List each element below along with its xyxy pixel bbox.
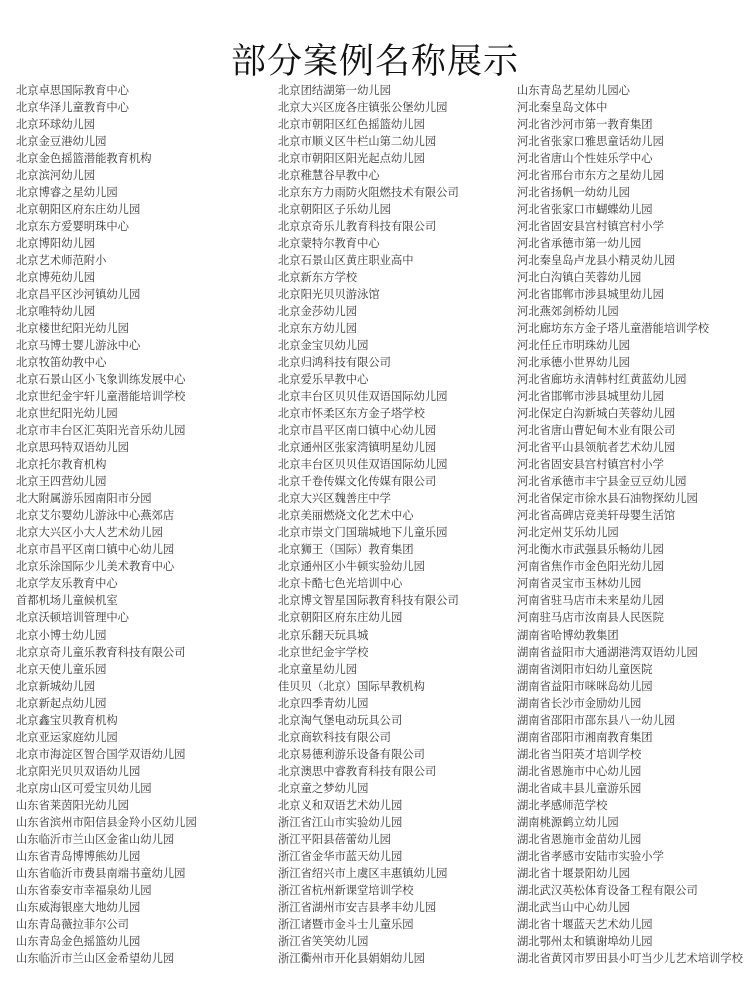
case-name-item: 北京金色摇篮潜能教育机构 — [16, 152, 152, 166]
case-name-item: 河北衡水市武强县乐畅幼儿园 — [517, 543, 664, 557]
case-name-item: 北京商软科技有限公司 — [278, 730, 391, 744]
case-list-column-3 — [517, 82, 743, 967]
case-name-item: 河北省高碑店竞美轩母婴生活馆 — [517, 509, 676, 523]
case-name-item: 北京博阳幼儿园 — [16, 237, 96, 251]
case-name-item: 河北省邯郸市涉县城里幼儿园 — [517, 390, 664, 404]
case-name-item: 北京世纪金宇学校 — [278, 645, 369, 659]
case-name-item: 北京沃顿培训管理中心 — [16, 611, 129, 625]
case-name-item: 北京归鸿科技有限公司 — [278, 356, 391, 370]
case-name-item: 湖北省十堰蓝天艺术幼儿园 — [517, 917, 653, 931]
case-name-item: 湖北武当山中心幼儿园 — [517, 900, 630, 914]
case-name-item: 山东临沂市兰山区金雀山幼儿园 — [16, 832, 175, 846]
case-name-item: 湖南省浏阳市妇幼儿童医院 — [517, 662, 653, 676]
case-name-item: 北京乐翻天玩具城 — [278, 628, 369, 642]
case-name-item: 北京房山区可爱宝贝幼儿园 — [16, 781, 152, 795]
case-name-item: 河北省承德市丰宁县金豆豆幼儿园 — [517, 475, 687, 489]
case-name-item: 湖北鄂州太和镇谢埠幼儿园 — [517, 934, 653, 948]
case-name-item: 北京马博士婴儿游泳中心 — [16, 339, 141, 353]
case-name-item: 北京童星幼儿园 — [278, 662, 358, 676]
page-title: 部分案例名称展示 — [230, 42, 519, 83]
case-name-item: 北京大兴区庞各庄镇张公堡幼儿园 — [278, 101, 448, 115]
case-list-column-1 — [16, 82, 197, 967]
case-name-item: 河北定州艾乐幼儿园 — [517, 526, 619, 540]
case-name-item: 北京乐涂国际少儿美术教育中心 — [16, 560, 175, 574]
case-name-item: 北京朝阳区府东庄幼儿园 — [16, 203, 141, 217]
case-name-item: 北京朝阳区子乐幼儿园 — [278, 203, 391, 217]
case-name-item: 北京通州区张家湾镇明星幼儿园 — [278, 441, 437, 455]
case-name-item: 河北省沙河市第一教育集团 — [517, 118, 653, 132]
case-name-item: 北京新起点幼儿园 — [16, 696, 107, 710]
case-name-item: 北京王四营幼儿园 — [16, 475, 107, 489]
case-name-item: 河南省灵宝市玉林幼儿园 — [517, 577, 642, 591]
case-name-item: 湖南省长沙市金励幼儿园 — [517, 696, 642, 710]
case-name-item: 湖北省恩施市中心幼儿园 — [517, 764, 642, 778]
case-name-item: 北京东方力雨防火阻燃技术有限公司 — [278, 186, 459, 200]
case-name-item: 北京亚运家庭幼儿园 — [16, 730, 118, 744]
case-name-item: 北京华泽儿童教育中心 — [16, 101, 129, 115]
case-name-item: 北京艺术师范附小 — [16, 254, 107, 268]
case-name-item: 北京市崇文门国瑞城地下儿童乐园 — [278, 526, 448, 540]
case-name-item: 佳贝贝（北京）国际早教机构 — [278, 679, 425, 693]
case-name-item: 湖北武汉英松体育设备工程有限公司 — [517, 883, 698, 897]
case-name-item: 湖北省咸丰县儿童游乐园 — [517, 781, 642, 795]
case-name-item: 北京市朝阳区红色摇篮幼儿园 — [278, 118, 425, 132]
case-name-item: 山东省莱茵阳光幼儿园 — [16, 798, 129, 812]
case-name-item: 北京狮王（国际）教育集团 — [278, 543, 414, 557]
case-name-item: 北京思玛特双语幼儿园 — [16, 441, 129, 455]
case-name-item: 湖北省十堰景阳幼儿园 — [517, 866, 630, 880]
case-name-item: 北京牧笛幼教中心 — [16, 356, 107, 370]
case-name-item: 北京市昌平区南口镇中心幼儿园 — [16, 543, 175, 557]
case-name-item: 湖南省益阳市咪咪岛幼儿园 — [517, 679, 653, 693]
case-name-item: 北京淘气堡电动玩具公司 — [278, 713, 403, 727]
case-name-item: 北京鑫宝贝教育机构 — [16, 713, 118, 727]
case-name-item: 河北保定白沟新城白芙蓉幼儿园 — [517, 407, 676, 421]
case-name-item: 北京朝阳区府东庄幼儿园 — [278, 611, 403, 625]
case-name-item: 北京京奇儿童乐教育科技有限公司 — [16, 645, 186, 659]
case-name-item: 河北省承德市第一幼儿园 — [517, 237, 642, 251]
case-name-item: 北京环球幼儿园 — [16, 118, 96, 132]
case-name-item: 山东青岛薇拉菲尔公司 — [16, 917, 129, 931]
case-name-item: 北京义和双语艺术幼儿园 — [278, 798, 403, 812]
case-name-item: 北大附属游乐园南阳市分园 — [16, 492, 152, 506]
case-name-item: 河北省平山县领航者艺术幼儿园 — [517, 441, 676, 455]
case-name-item: 北京新东方学校 — [278, 271, 358, 285]
case-name-item: 北京世纪阳光幼儿园 — [16, 407, 118, 421]
case-name-item: 北京博文智星国际教育科技有限公司 — [278, 594, 459, 608]
case-name-item: 北京市海淀区智合国学双语幼儿园 — [16, 747, 186, 761]
case-name-item: 北京易德利游乐设备有限公司 — [278, 747, 425, 761]
case-name-item: 河北秦皇岛卢龙县小精灵幼儿园 — [517, 254, 676, 268]
case-name-item: 山东青岛艺星幼儿园心 — [517, 84, 630, 97]
case-name-item: 湖北省恩施市金苗幼儿园 — [517, 832, 642, 846]
case-name-item: 北京市昌平区南口镇中心幼儿园 — [278, 424, 437, 438]
case-name-item: 北京爱乐早教中心 — [278, 373, 369, 387]
case-name-item: 湖南省邵阳市湘南教育集团 — [517, 730, 653, 744]
case-name-item: 河北省邢台市东方之星幼儿园 — [517, 169, 664, 183]
case-name-item: 北京金宝贝幼儿园 — [278, 339, 369, 353]
case-name-item: 河北省唐山个性娃乐学中心 — [517, 152, 653, 166]
case-name-item: 北京楼世纪阳光幼儿园 — [16, 322, 129, 336]
case-name-item: 北京学友乐教育中心 — [16, 577, 118, 591]
case-name-item: 山东省泰安市幸福泉幼儿园 — [16, 883, 152, 897]
case-name-item: 北京唯特幼儿园 — [16, 305, 96, 319]
case-name-item: 浙江省绍兴市上虞区丰惠镇幼儿园 — [278, 866, 448, 880]
case-name-item: 湖北省当阳英才培训学校 — [517, 747, 642, 761]
case-name-item: 北京市丰台区汇英阳光音乐幼儿园 — [16, 424, 186, 438]
case-name-item: 北京市顺义区牛栏山第二幼儿园 — [278, 135, 437, 149]
case-name-item: 北京金豆港幼儿园 — [16, 135, 107, 149]
case-name-item: 北京小博士幼儿园 — [16, 628, 107, 642]
case-name-item: 山东临沂市兰山区金希望幼儿园 — [16, 951, 175, 965]
case-name-item: 北京稚慧谷早教中心 — [278, 169, 380, 183]
case-name-item: 湖南省哈博幼教集团 — [517, 628, 619, 642]
case-name-item: 北京澳思中睿教育科技有限公司 — [278, 764, 437, 778]
case-name-item: 北京托尔教育机构 — [16, 458, 107, 472]
case-name-item: 北京京奇乐儿教育科技有限公司 — [278, 220, 437, 234]
case-name-item: 北京石景山区小飞象训练发展中心 — [16, 373, 186, 387]
case-name-item: 北京蒙特尔教育中心 — [278, 237, 380, 251]
case-name-item: 山东威海银座大地幼儿园 — [16, 900, 141, 914]
case-name-item: 河北省固安县宫村镇宫村小学 — [517, 220, 664, 234]
case-name-item: 浙江省笑笑幼儿园 — [278, 934, 369, 948]
case-name-item: 北京大兴区小大人艺术幼儿园 — [16, 526, 163, 540]
case-name-item: 北京金莎幼儿园 — [278, 305, 358, 319]
case-name-item: 北京滨河幼儿园 — [16, 169, 96, 183]
case-name-item: 浙江省杭州新课堂培训学校 — [278, 883, 414, 897]
case-name-item: 北京千卷传媒文化传媒有限公司 — [278, 475, 437, 489]
case-name-item: 河北省邯郸市涉县城里幼儿园 — [517, 288, 664, 302]
case-name-item: 北京美丽燃烧文化艺术中心 — [278, 509, 414, 523]
case-name-item: 北京阳光贝贝双语幼儿园 — [16, 764, 141, 778]
case-name-item: 河北省保定市徐水县石油物探幼儿园 — [517, 492, 698, 506]
case-name-item: 北京昌平区沙河镇幼儿园 — [16, 288, 141, 302]
case-name-item: 浙江平阳县蓓蕾幼儿园 — [278, 832, 391, 846]
case-name-item: 山东省青岛博博熊幼儿园 — [16, 849, 141, 863]
case-name-item: 河北省唐山曹妃甸木业有限公司 — [517, 424, 676, 438]
case-name-item: 北京童之梦幼儿园 — [278, 781, 369, 795]
case-name-item: 北京天使儿童乐园 — [16, 662, 107, 676]
case-name-item: 湖南桃源鹤立幼儿园 — [517, 815, 619, 829]
case-name-item: 河北任丘市明珠幼儿园 — [517, 339, 630, 353]
case-name-item: 河北省扬帆一幼幼儿园 — [517, 186, 630, 200]
case-name-item: 湖南省益阳市大通湖港湾双语幼儿园 — [517, 645, 698, 659]
case-name-item: 浙江省湖州市安吉县孝丰幼儿园 — [278, 900, 437, 914]
case-name-item: 浙江省金华市蓝天幼儿园 — [278, 849, 403, 863]
case-name-item: 北京卡酷七色光培训中心 — [278, 577, 403, 591]
case-name-item: 北京博苑幼儿园 — [16, 271, 96, 285]
case-name-item: 北京团结湖第一幼儿园 — [278, 84, 391, 97]
case-name-item: 北京市怀柔区东方金子塔学校 — [278, 407, 425, 421]
case-name-item: 浙江衢州市开化县娟娟幼儿园 — [278, 951, 425, 965]
case-name-item: 浙江诸暨市金斗士儿童乐园 — [278, 917, 414, 931]
case-name-item: 河北廊坊东方金子塔儿童潜能培训学校 — [517, 322, 710, 336]
case-name-item: 河南驻马店市汝南县人民医院 — [517, 611, 664, 625]
case-name-item: 北京阳光贝贝游泳馆 — [278, 288, 380, 302]
case-name-item: 河北省张家口雅思童话幼儿园 — [517, 135, 664, 149]
case-name-item: 浙江省江山市实验幼儿园 — [278, 815, 403, 829]
case-name-item: 河北白沟镇白芙蓉幼儿园 — [517, 271, 642, 285]
case-name-item: 山东青岛金色摇篮幼儿园 — [16, 934, 141, 948]
case-name-item: 河南省焦作市金色阳光幼儿园 — [517, 560, 664, 574]
case-name-item: 北京通州区小牛顿实验幼儿园 — [278, 560, 425, 574]
case-name-item: 湖北孝感师范学校 — [517, 798, 608, 812]
case-name-item: 湖北省孝感市安陆市实验小学 — [517, 849, 664, 863]
case-name-item: 河北燕郊剑桥幼儿园 — [517, 305, 619, 319]
case-name-item: 北京大兴区魏善庄中学 — [278, 492, 391, 506]
case-name-item: 北京东方爱婴明珠中心 — [16, 220, 129, 234]
case-name-item: 北京丰台区贝贝佳双语国际幼儿园 — [278, 390, 448, 404]
case-name-item: 河北承德小世界幼儿园 — [517, 356, 630, 370]
case-name-item: 北京石景山区黄庄职业高中 — [278, 254, 414, 268]
case-name-item: 河北省固安县宫村镇宫村小学 — [517, 458, 664, 472]
case-name-item: 北京新城幼儿园 — [16, 679, 96, 693]
case-name-item: 北京丰台区贝贝佳双语国际幼儿园 — [278, 458, 448, 472]
case-name-item: 湖南省邵阳市邵东县八一幼儿园 — [517, 713, 676, 727]
case-name-item: 首都机场儿童候机室 — [16, 594, 118, 608]
case-name-item: 河北省张家口市蝴蝶幼儿园 — [517, 203, 653, 217]
case-name-item: 北京四季青幼儿园 — [278, 696, 369, 710]
case-name-item: 北京市朝阳区阳光起点幼儿园 — [278, 152, 425, 166]
case-name-item: 北京东方幼儿园 — [278, 322, 358, 336]
case-name-item: 河北省廊坊永清韩村红黄蓝幼儿园 — [517, 373, 687, 387]
case-name-item: 北京博睿之星幼儿园 — [16, 186, 118, 200]
case-list-column-2 — [278, 82, 459, 967]
case-name-item: 山东省滨州市阳信县金羚小区幼儿园 — [16, 815, 197, 829]
case-name-item: 湖北省黄冈市罗田县小叮当少儿艺术培训学校 — [517, 951, 743, 965]
case-name-item: 北京艾尔婴幼儿游泳中心燕郊店 — [16, 509, 175, 523]
case-name-item: 北京卓思国际教育中心 — [16, 84, 129, 97]
case-name-item: 河北秦皇岛文体中 — [517, 101, 608, 115]
case-name-item: 北京世纪金宇轩儿童潜能培训学校 — [16, 390, 186, 404]
case-name-item: 河南省驻马店市未来星幼儿园 — [517, 594, 664, 608]
case-name-item: 山东省临沂市费县南端书童幼儿园 — [16, 866, 186, 880]
